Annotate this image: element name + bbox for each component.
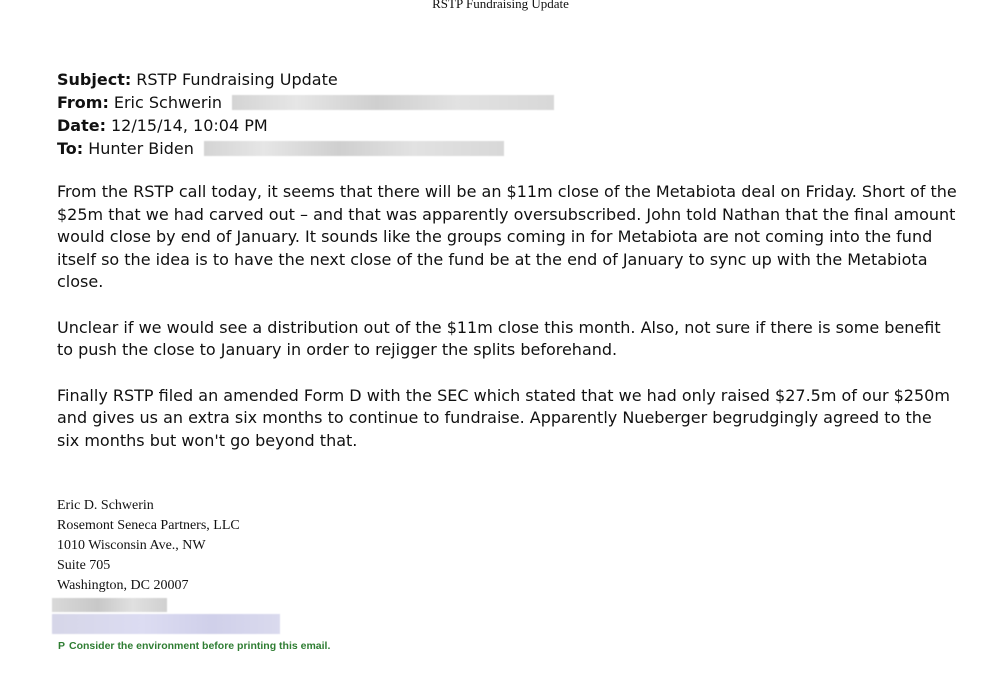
to-label: To: <box>57 139 84 158</box>
from-label: From: <box>57 93 109 112</box>
from-line <box>57 91 554 114</box>
email-body <box>57 181 957 475</box>
subject-line <box>57 68 554 91</box>
environment-note <box>58 640 330 652</box>
date-label: Date: <box>57 116 106 135</box>
eco-leaf-icon: P <box>58 640 66 652</box>
signature-suite: Suite 705 <box>57 558 111 573</box>
body-paragraph-3: Finally RSTP filed an amended Form D with the SEC which stated that we had only raised $27.5m of our $250m and gives us an extra six months to continue to fundraise. Apparently Nueberger begrudgingly agreed to the six months but won't go beyond that. <box>57 385 950 450</box>
date-line <box>57 114 554 137</box>
to-value: Hunter Biden <box>88 139 194 158</box>
email-headers <box>57 68 554 160</box>
redacted-email-to <box>204 141 504 156</box>
from-value: Eric Schwerin <box>113 93 223 112</box>
signature-name: Eric D. Schwerin <box>57 498 154 513</box>
signature-address: 1010 Wisconsin Ave., NW <box>57 538 206 553</box>
signature-company: Rosemont Seneca Partners, LLC <box>57 518 240 533</box>
page-header-title: RSTP Fundraising Update <box>432 0 569 11</box>
signature-block <box>57 496 240 596</box>
redacted-email-link <box>52 614 280 634</box>
redacted-phone <box>52 598 167 612</box>
date-value: 12/15/14, 10:04 PM <box>110 116 268 135</box>
redacted-email-from <box>232 95 554 110</box>
to-line <box>57 137 554 160</box>
subject-label: Subject: <box>57 70 132 89</box>
environment-note-text: Consider the environment before printing this email. <box>69 640 331 652</box>
subject-value: RSTP Fundraising Update <box>136 70 338 89</box>
body-paragraph-1: From the RSTP call today, it seems that there will be an $11m close of the Metabiota deal on Friday. Short of the $25m that we had carved out – and that was apparently oversubscribed. John told Nathan that the final amount would close by end of January. It sounds like the groups coming in for Metabiota are not coming into the fund itself so the idea is to have the next close of the fund be at the end of January to sync up with the Metabiota close. <box>57 182 957 291</box>
body-paragraph-2: Unclear if we would see a distribution out of the $11m close this month. Also, not sure if there is some benefit to push the close to January in order to rejigger the splits beforehand. <box>57 317 941 359</box>
signature-city: Washington, DC 20007 <box>57 578 189 593</box>
